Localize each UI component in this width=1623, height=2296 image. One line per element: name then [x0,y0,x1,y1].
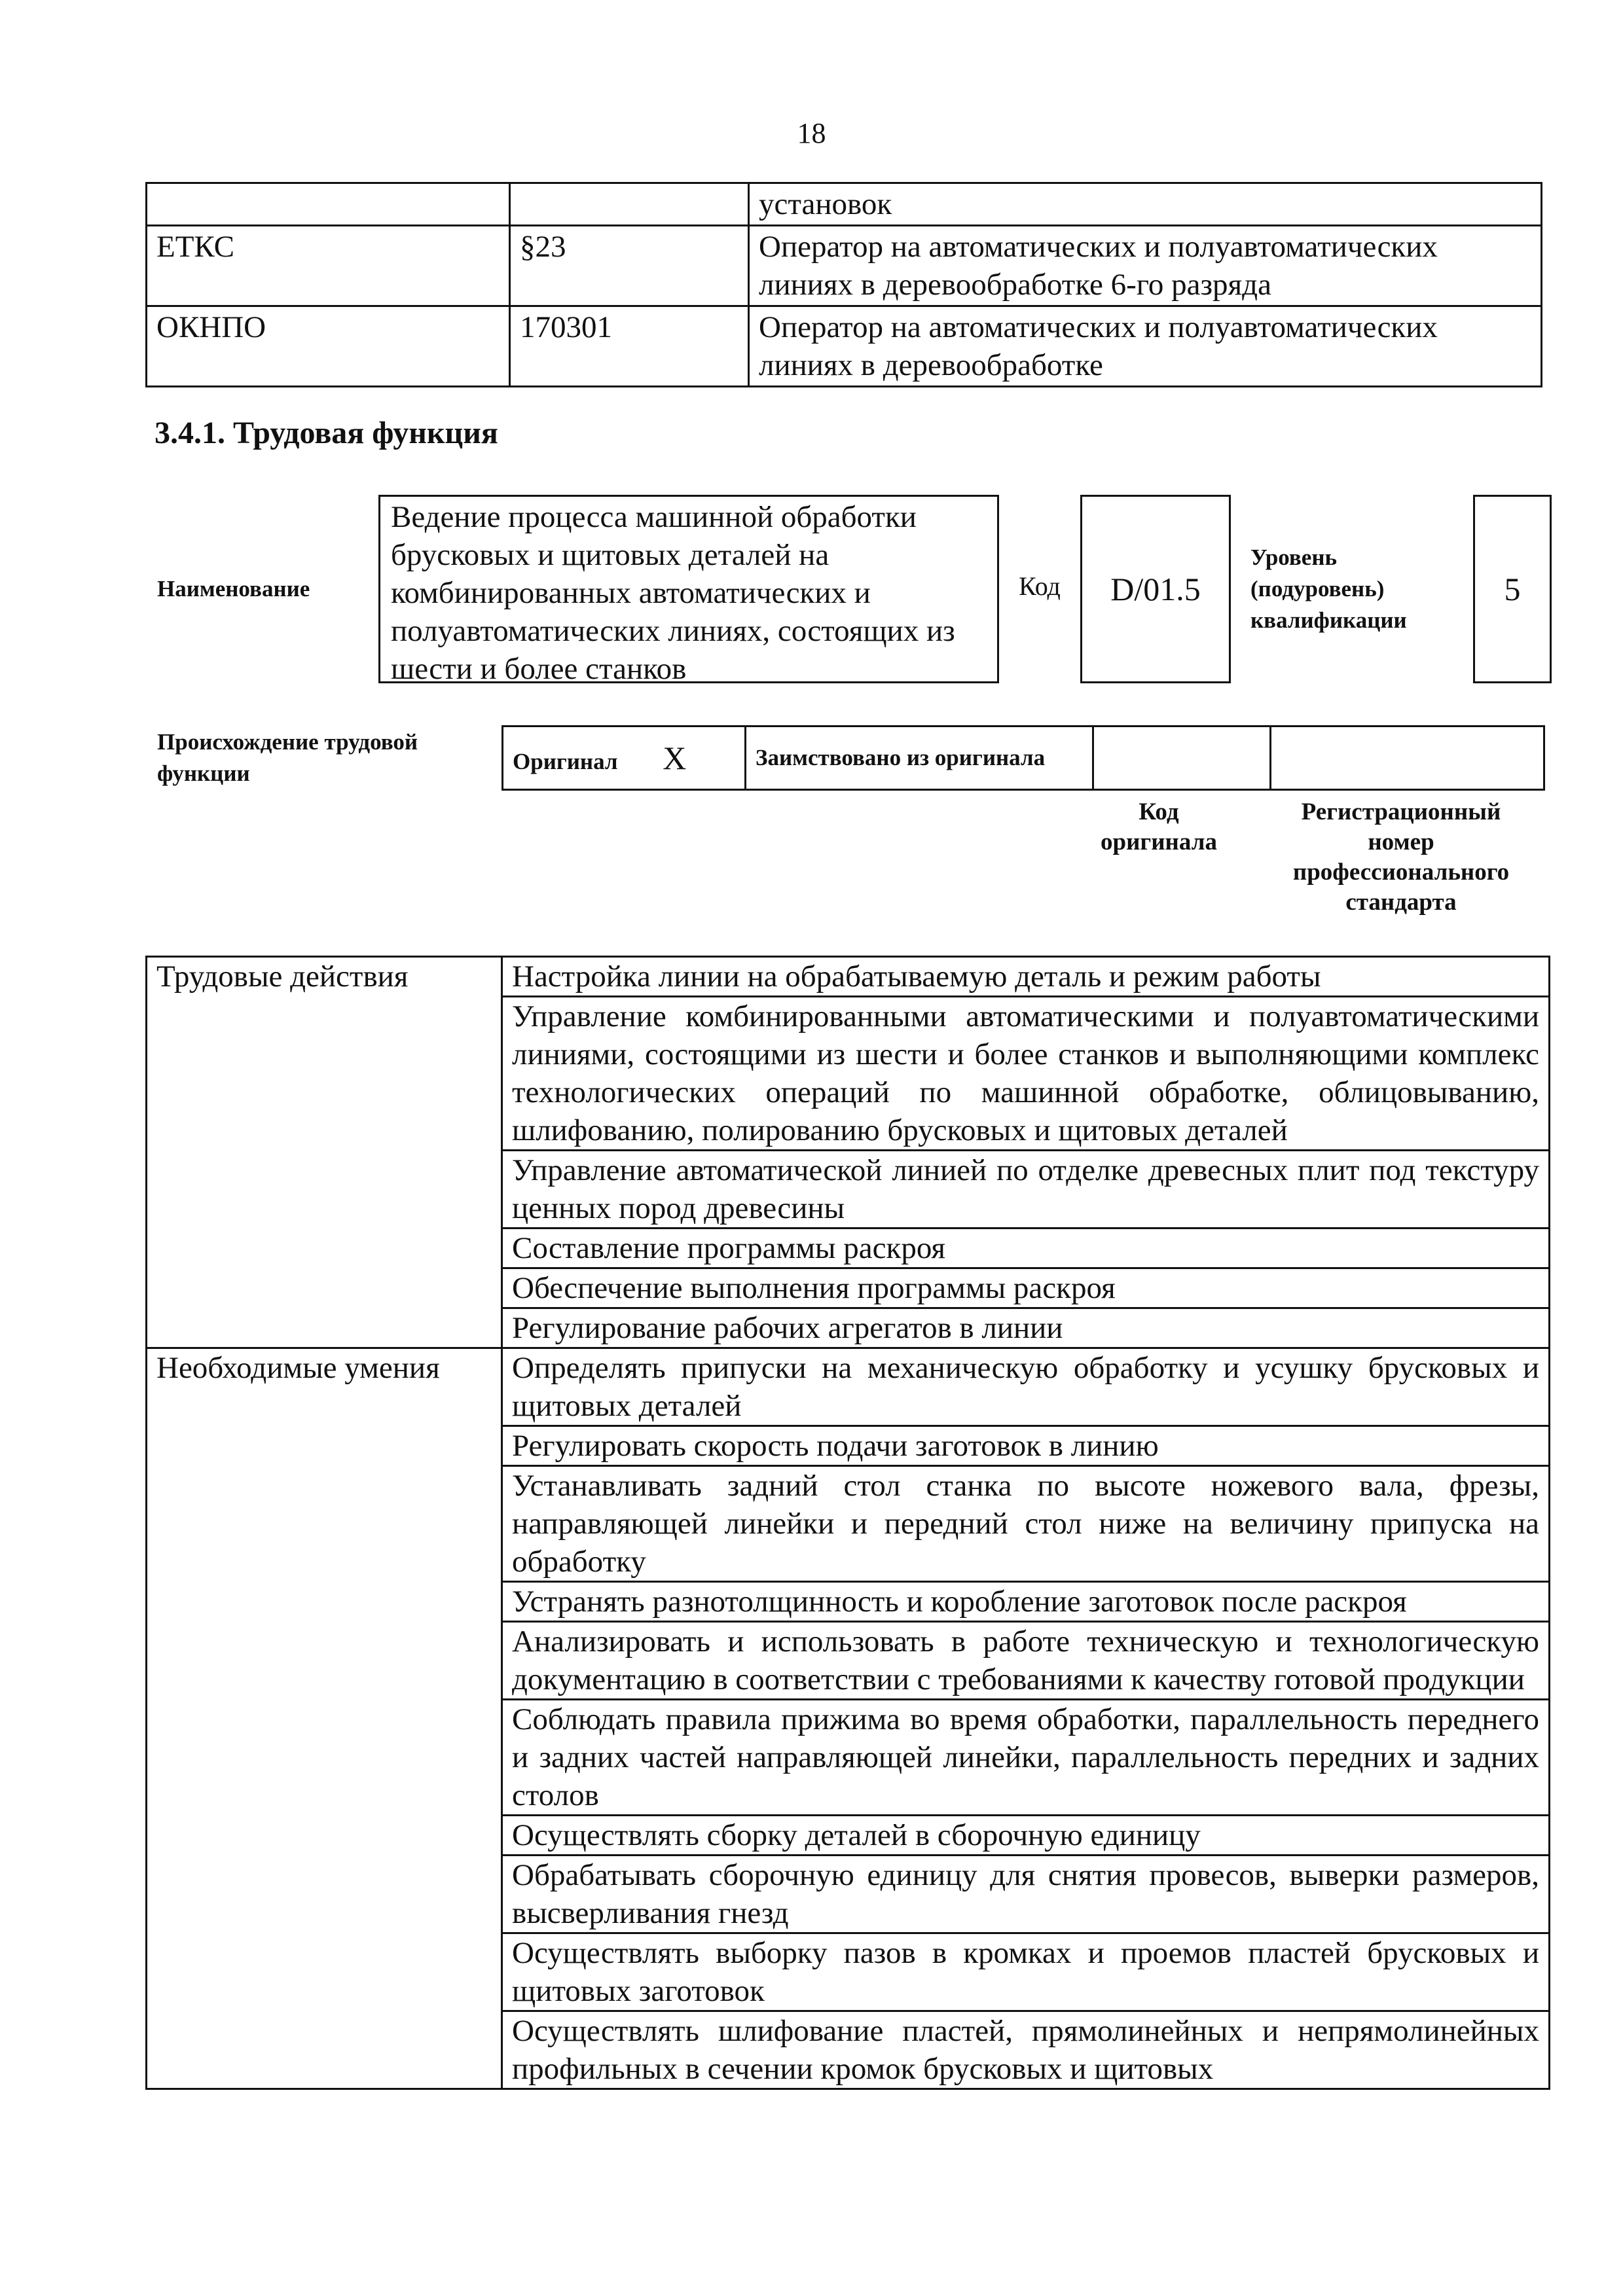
list-item: Осуществлять шлифование пластей, прямолинейных и непрямолинейных профильных в сечении кромок брусковых и щитовых [502,2011,1550,2089]
classifier-name: установок [749,183,1542,226]
list-item: Соблюдать правила прижима во время обработки, параллельность переднего и задних частей направляющей линейки, параллельность передних и задних столов [502,1700,1550,1816]
caption-registration-number: Регистрационный номер профессионального стандарта [1292,798,1510,916]
classifier-ref: 170301 [510,306,749,387]
function-code-box: D/01.5 [1080,495,1231,683]
list-item: Управление автоматической линией по отделке древесных плит под текстуру ценных пород древесины [502,1151,1550,1229]
table-row [147,226,1542,306]
list-item: Управление комбинированными автоматическими и полуавтоматическими линиями, состоящими из шести и более станков и выполняющими комплекс технологических операций по машинной обработке, облицовыванию, шлифованию, полированию брусковых и щитовых деталей [502,997,1550,1151]
original-cell [503,726,746,790]
list-item: Устранять разнотолщинность и коробление заготовок после раскроя [502,1582,1550,1622]
labor-actions-label: Трудовые действия [147,957,502,1348]
classifier-name: Оператор на автоматических и полуавтоматических линиях в деревообработке 6-го разряда [749,226,1542,306]
list-item: Анализировать и использовать в работе техническую и технологическую документацию в соответствии с требованиями к качеству готовой продукции [502,1622,1550,1700]
list-item: Обеспечение выполнения программы раскроя [502,1268,1550,1308]
function-name-box: Ведение процесса машинной обработки брусковых и щитовых деталей на комбинированных автоматических и полуавтоматических линиях, состоящих из шести и более станков [378,495,999,683]
code-label: Код [1019,571,1061,601]
table-row [503,726,1544,790]
section-title: 3.4.1. Трудовая функция [155,416,498,450]
origin-table [501,725,1545,791]
list-item: Устанавливать задний стол станка по высоте ножевого вала, фрезы, направляющей линейки и передний стол ниже на величину припуска на обработку [502,1466,1550,1582]
original-code-cell [1093,726,1271,790]
classifier-name: Оператор на автоматических и полуавтоматических линиях в деревообработке [749,306,1542,387]
borrowed-label: Заимствовано из оригинала [746,726,1093,790]
caption-original-code: Код оригинала [1101,798,1217,855]
list-item: Осуществлять сборку деталей в сборочную единицу [502,1816,1550,1856]
list-item: Составление программы раскроя [502,1229,1550,1268]
list-item: Определять припуски на механическую обработку и усушку брусковых и щитовых деталей [502,1348,1550,1426]
page-number: 18 [797,117,826,149]
classifier-code: ОКНПО [147,306,510,387]
table-row [147,306,1542,387]
level-box: 5 [1473,495,1552,683]
table-row [147,1348,1550,1426]
list-item: Регулировать скорость подачи заготовок в линию [502,1426,1550,1466]
origin-label: Происхождение трудовой функции [157,729,418,786]
classifier-code: ЕТКС [147,226,510,306]
table-row [147,183,1542,226]
actions-table [145,956,1550,2090]
level-label: Уровень (подуровень) квалификации [1250,545,1407,633]
classifier-table [145,182,1542,387]
registration-number-cell [1271,726,1544,790]
classifier-ref: §23 [510,226,749,306]
classifier-code [147,183,510,226]
list-item: Настройка линии на обрабатываемую деталь и режим работы [502,957,1550,997]
original-mark: X [663,740,687,776]
name-label: Наименование [157,576,310,601]
list-item: Обрабатывать сборочную единицу для снятия провесов, выверки размеров, высверливания гнезд [502,1856,1550,1933]
required-skills-label: Необходимые умения [147,1348,502,2089]
table-row [147,957,1550,997]
list-item: Осуществлять выборку пазов в кромках и проемов пластей брусковых и щитовых заготовок [502,1933,1550,2011]
list-item: Регулирование рабочих агрегатов в линии [502,1308,1550,1348]
original-label: Оригинал [513,749,618,774]
classifier-ref [510,183,749,226]
